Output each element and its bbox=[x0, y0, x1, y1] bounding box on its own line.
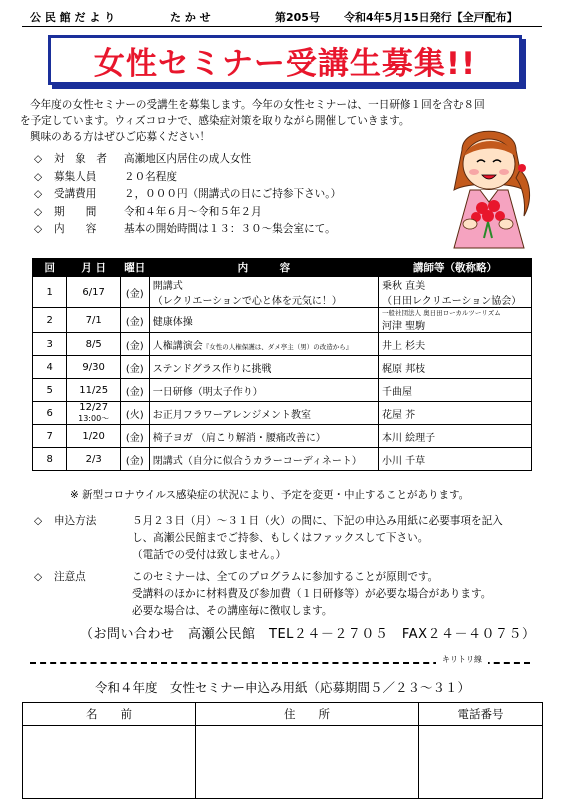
table-row bbox=[33, 308, 532, 333]
application-method bbox=[34, 513, 544, 530]
session-day: (金) bbox=[120, 448, 149, 471]
detail-value: 高瀬地区内居住の成人女性 bbox=[124, 153, 252, 165]
session-no: 7 bbox=[33, 425, 67, 448]
detail-label: 対 象 者 bbox=[54, 153, 107, 165]
session-day: (火) bbox=[120, 402, 149, 425]
session-no: 6 bbox=[33, 402, 67, 425]
col-header-content: 内 容 bbox=[149, 259, 378, 277]
schedule-header-row bbox=[33, 259, 532, 277]
application-label: 申込方法 bbox=[54, 515, 97, 527]
form-title: 令和４年度 女性セミナー申込み用紙（応募期間５／２３～３１） bbox=[94, 680, 470, 695]
session-day: (金) bbox=[120, 308, 149, 333]
detail-content bbox=[34, 221, 341, 239]
session-content: 閉講式（自分に似合うカラーコーディネート） bbox=[149, 448, 378, 471]
table-row bbox=[33, 277, 532, 308]
session-lecturer bbox=[379, 277, 532, 308]
date-time: 13:00～ bbox=[78, 414, 110, 423]
session-content: お正月フラワーアレンジメント教室 bbox=[149, 402, 378, 425]
session-lecturer bbox=[379, 308, 532, 333]
detail-label: 内 容 bbox=[54, 223, 97, 235]
detail-value: ２，０００円（開講式の日にご持参下さい。） bbox=[124, 188, 342, 200]
newsletter-header bbox=[22, 9, 543, 25]
table-row bbox=[33, 448, 532, 471]
session-lecturer: 千曲屋 bbox=[379, 379, 532, 402]
session-day: (金) bbox=[120, 356, 149, 379]
intro-line: 興味のある方はぜひご応募ください！ bbox=[30, 131, 211, 143]
town-name: た か せ bbox=[170, 11, 211, 24]
session-day: (金) bbox=[120, 425, 149, 448]
application-line: し、高瀬公民館までご持参、もしくはファックスして下さい。 bbox=[132, 532, 429, 544]
diamond-bullet-icon: ◇ bbox=[34, 170, 43, 183]
session-content: 椅子ヨガ （肩こり解消・腰痛改善に） bbox=[149, 425, 378, 448]
detail-period bbox=[34, 204, 341, 222]
content-title: 人権講演会 bbox=[152, 340, 203, 352]
detail-label: 受講費用 bbox=[54, 188, 97, 200]
session-date: 2/3 bbox=[67, 448, 120, 471]
table-row bbox=[33, 333, 532, 356]
detail-target bbox=[34, 151, 341, 169]
page-title: 女性セミナー受講生募集!! bbox=[93, 45, 477, 82]
session-lecturer: 井上 杉夫 bbox=[379, 333, 532, 356]
content-sub: 『女性の人権保護は、ダメ亭主（男）の改造から』 bbox=[202, 342, 353, 351]
diamond-bullet-icon: ◇ bbox=[34, 153, 43, 165]
caution-line: 必要な場合は、その講座毎に徴収します。 bbox=[132, 605, 333, 617]
lecturer-org: （日田レクリエーション協会） bbox=[382, 296, 522, 307]
title-banner bbox=[48, 35, 522, 85]
detail-value: 令和４年６月～令和５年２月 bbox=[124, 205, 262, 218]
detail-fee bbox=[34, 186, 341, 204]
session-no: 8 bbox=[33, 448, 67, 471]
application-line: （電話での受付は致しません。） bbox=[132, 549, 287, 561]
schedule-table bbox=[32, 258, 532, 471]
contact-info: （お問い合わせ 高瀬公民館 TEL２４－２７０５ FAX２４－４０７５） bbox=[80, 627, 536, 642]
session-no: 5 bbox=[33, 379, 67, 402]
session-content: ステンドグラス作りに挑戦 bbox=[149, 356, 378, 379]
lecturer-org: 一般社団法人 奥日田ローカルツーリズム bbox=[382, 309, 501, 317]
session-date: 1/20 bbox=[67, 425, 120, 448]
session-content bbox=[149, 333, 378, 356]
name-field[interactable] bbox=[23, 726, 196, 799]
form-input-row bbox=[23, 726, 543, 799]
intro-line: を予定しています。ウィズコロナで、感染症対策を取りながら開催していきます。 bbox=[20, 115, 410, 127]
phone-field[interactable] bbox=[419, 726, 543, 799]
diamond-bullet-icon: ◇ bbox=[34, 571, 43, 583]
application-line: ５月２３日（月）～３１日（火）の間に、下記の申込み用紙に必要事項を記入 bbox=[132, 515, 503, 527]
caution-label: 注意点 bbox=[54, 571, 86, 583]
col-header-lecturer: 講師等（敬称略） bbox=[379, 259, 532, 277]
form-header-name: 名 前 bbox=[23, 703, 196, 726]
form-header-address: 住 所 bbox=[196, 703, 419, 726]
session-no: 2 bbox=[33, 308, 67, 333]
table-row bbox=[33, 402, 532, 425]
table-row bbox=[33, 356, 532, 379]
session-day: (金) bbox=[120, 333, 149, 356]
detail-label: 募集人員 bbox=[54, 170, 97, 183]
diamond-bullet-icon: ◇ bbox=[34, 223, 43, 235]
girl-with-flowers-illustration-icon bbox=[440, 120, 538, 255]
content-sub: （レクリエーションで心と体を元気に！） bbox=[152, 296, 342, 307]
application-form-table bbox=[22, 702, 543, 799]
col-header-day: 曜日 bbox=[120, 259, 149, 277]
table-row bbox=[33, 425, 532, 448]
diamond-bullet-icon: ◇ bbox=[34, 515, 43, 527]
session-no: 1 bbox=[33, 277, 67, 308]
session-date: 8/5 bbox=[67, 333, 120, 356]
session-lecturer: 本川 絵理子 bbox=[379, 425, 532, 448]
content-title: 開講式 bbox=[152, 281, 183, 292]
session-no: 4 bbox=[33, 356, 67, 379]
cut-line-label: キリトリ線 bbox=[436, 654, 488, 665]
session-no: 3 bbox=[33, 333, 67, 356]
session-date: 9/30 bbox=[67, 356, 120, 379]
session-content bbox=[149, 277, 378, 308]
session-date: 6/17 bbox=[67, 277, 120, 308]
col-header-date: 月 日 bbox=[67, 259, 120, 277]
form-header-row bbox=[23, 703, 543, 726]
session-date bbox=[67, 402, 120, 425]
session-lecturer: 梶原 邦枝 bbox=[379, 356, 532, 379]
detail-label: 期 間 bbox=[54, 205, 97, 218]
session-content: 一日研修（明太子作り） bbox=[149, 379, 378, 402]
diamond-bullet-icon: ◇ bbox=[34, 205, 43, 218]
form-header-phone: 電話番号 bbox=[419, 703, 543, 726]
detail-value: 基本の開始時間は１３：３０～集会室にて。 bbox=[124, 223, 336, 235]
application-section bbox=[34, 513, 544, 620]
address-field[interactable] bbox=[196, 726, 419, 799]
session-date: 7/1 bbox=[67, 308, 120, 333]
col-header-no: 回 bbox=[33, 259, 67, 277]
caution-line: 受講料のほかに材料費及び参加費（１日研修等）が必要な場合があります。 bbox=[132, 588, 492, 600]
detail-capacity bbox=[34, 169, 341, 187]
intro-line: 今年度の女性セミナーの受講生を募集します。今年の女性セミナーは、一日研修１回を含む８回 bbox=[30, 99, 485, 111]
caution-first bbox=[34, 569, 544, 586]
diamond-bullet-icon: ◇ bbox=[34, 188, 43, 200]
schedule-note: ※ 新型コロナウイルス感染症の状況により、予定を変更・中止することがあります。 bbox=[70, 489, 470, 501]
session-date: 11/25 bbox=[67, 379, 120, 402]
issue-number: 第205号 bbox=[275, 11, 320, 24]
session-lecturer: 小川 千草 bbox=[379, 448, 532, 471]
date-value: 12/27 bbox=[79, 402, 109, 413]
session-day: (金) bbox=[120, 379, 149, 402]
table-row bbox=[33, 379, 532, 402]
lecturer-name: 河津 聖駒 bbox=[382, 321, 426, 332]
issue-date: 令和4年5月15日発行【全戸配布】 bbox=[344, 11, 518, 24]
session-content: 健康体操 bbox=[149, 308, 378, 333]
detail-value: ２０名程度 bbox=[124, 170, 177, 183]
session-day: (金) bbox=[120, 277, 149, 308]
publication-name: 公 民 館 だ よ り bbox=[30, 11, 116, 24]
lecturer-name: 乗秋 直美 bbox=[382, 281, 426, 292]
header-divider bbox=[22, 26, 542, 27]
details-list bbox=[34, 151, 341, 239]
caution-line: このセミナーは、全てのプログラムに参加することが原則です。 bbox=[132, 571, 439, 583]
session-lecturer: 花屋 芥 bbox=[379, 402, 532, 425]
